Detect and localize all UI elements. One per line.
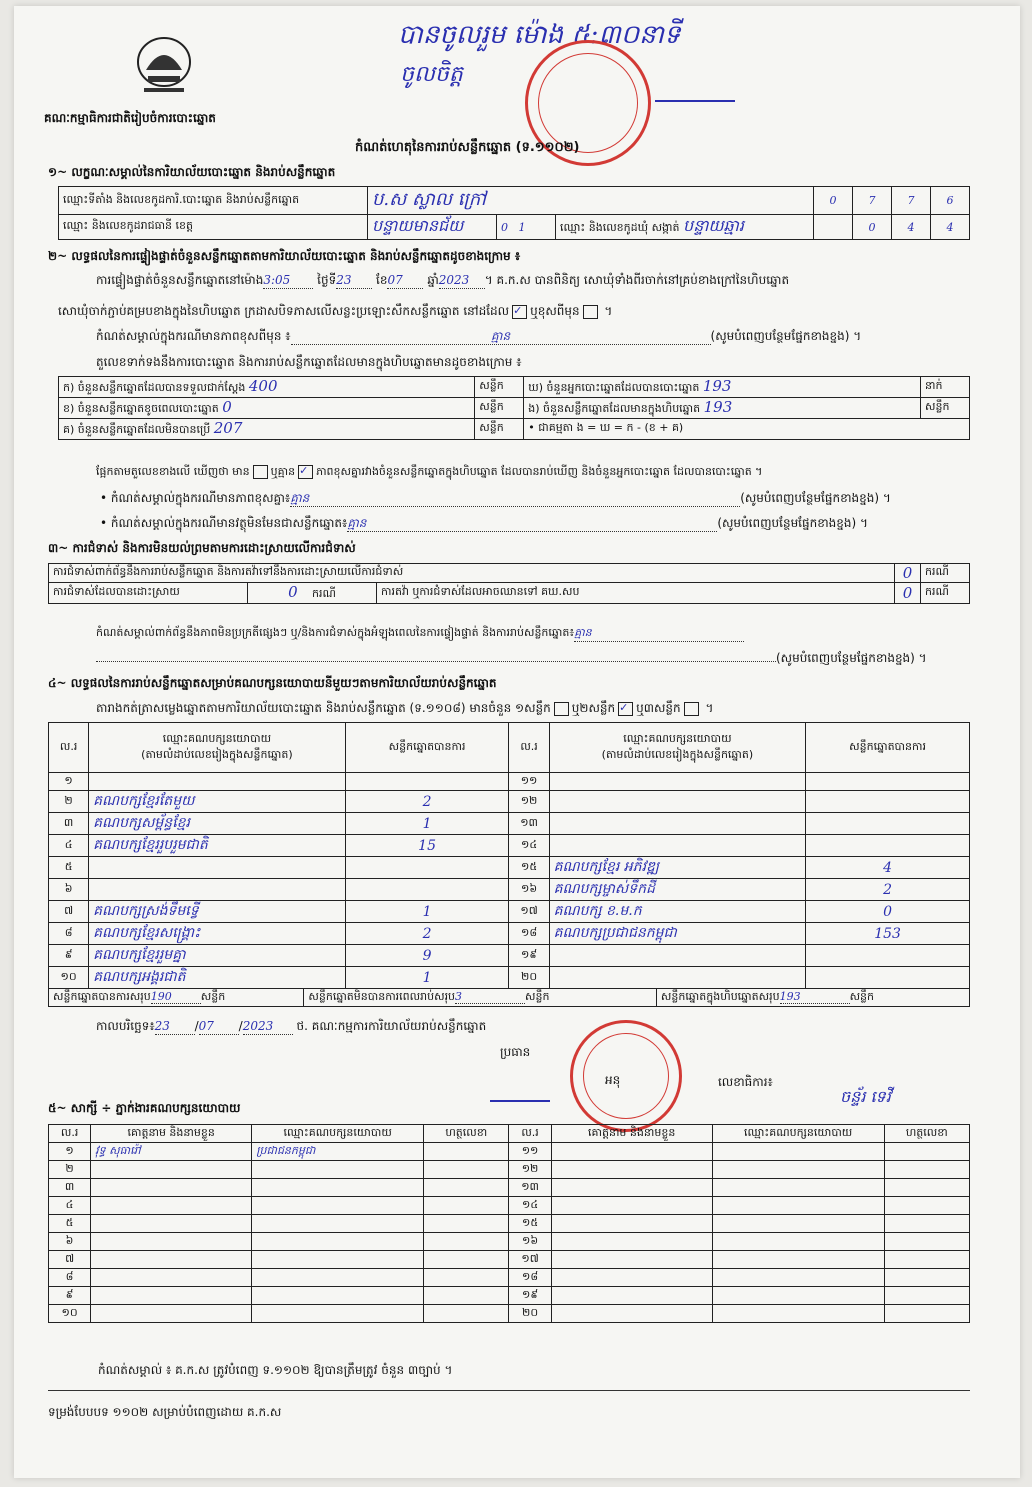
witness-row [49, 1161, 970, 1179]
witness-party [712, 1233, 884, 1251]
witness-name: វុទ្ធ សុធារ៉ៅ [91, 1143, 252, 1161]
witness-name [551, 1143, 712, 1161]
party-votes: 2 [345, 923, 509, 945]
party-name: គណបក្សខ្មែរតែមួយ [89, 791, 346, 813]
verification-line: ការផ្ទៀងផ្ទាត់ចំនួនសន្លឹកឆ្នោតនៅម៉ោង3:05 ថ្ងៃទី23 ខែ07 ឆ្នាំ2023 ។ គ.ក.ស បានពិនិត្យ សោឃុំទាំងពីរចាក់នៅគ្រប់ខាងក្រៅនៃហិបឆ្នោត [96, 273, 790, 287]
handwritten-arrival-note: បានចូលរួម ម៉ោង ៥:៣០នាទី [398, 20, 681, 50]
party-votes: 2 [345, 791, 509, 813]
witness-name [91, 1215, 252, 1233]
province-label: ឈ្មោះ និងលេខកូដរាជធានី ខេត្ត [59, 215, 368, 240]
witness-party [252, 1161, 424, 1179]
party-name: គណបក្សខ្មែរសង្គ្រោះ [89, 923, 346, 945]
party-name: គណបក្ស ខ.ម.ក [549, 901, 806, 923]
different-checkbox[interactable] [583, 305, 598, 319]
location-code-4: 6 [931, 187, 970, 215]
bullet-discrepancy: • កំណត់សម្គាល់ក្នុងករណីមានភាពខុសគ្នា៖គ្មាន (សូមបំពេញបន្ថែមផ្នែកខាងខ្នង) ។ [100, 491, 891, 505]
party-votes [806, 945, 970, 967]
commission-logo [134, 30, 194, 100]
row-number: ៨ [49, 923, 89, 945]
witness-party [712, 1179, 884, 1197]
signature-top [655, 80, 735, 102]
party-name: គណបក្សម្ចាស់ទឹកដី [549, 879, 806, 901]
province-code: 0 1 [497, 215, 556, 240]
unused-label: គ) ចំនួនសន្លឹកឆ្នោតដែលមិនបានប្រើ 207 [59, 419, 475, 440]
handwritten-note-2: ចូលចិត្ត [400, 62, 463, 87]
row-number: ១១ [509, 773, 549, 791]
invalid-total: សន្លឹកឆ្នោតមិនបានការពេលរាប់សរុប3 សន្លឹក [304, 989, 656, 1007]
location-code-2: 7 [853, 187, 892, 215]
witness-name [551, 1233, 712, 1251]
row-number: ៤ [49, 1197, 91, 1215]
row-number: ៦ [49, 1233, 91, 1251]
org-name: គណៈកម្មាធិការជាតិរៀបចំការបោះឆ្នោត [44, 111, 216, 125]
resolved-count: 0 ករណី [248, 583, 377, 604]
witness-party [712, 1161, 884, 1179]
bullet-foreign-object: • កំណត់សម្គាល់ក្នុងករណីមានវត្ថុមិនមែនជាសន្លឹកឆ្នោត៖គ្មាន (សូមបំពេញបន្ថែមផ្នែកខាងខ្នង) ។ [100, 516, 868, 530]
form-footer: ទម្រង់បែបបទ ១១០២ សម្រាប់បំពេញដោយ គ.ក.ស [48, 1405, 282, 1419]
witness-party [712, 1305, 884, 1323]
formula-note: • ជាគម្មតា ង = ឃ = ក - (ខ + គ) [524, 419, 970, 440]
chair-signature [490, 1070, 550, 1102]
irregularities-fill: (សូមបំពេញបន្ថែមផ្នែកខាងខ្នង) ។ [96, 650, 927, 666]
party-name: គណបក្សប្រជាជនកម្ពុជា [549, 923, 806, 945]
vote-row [49, 945, 970, 967]
witness-signature [884, 1215, 969, 1233]
province-value: បន្ទាយមានជ័យ [368, 215, 497, 240]
witness-row [49, 1305, 970, 1323]
two-sheets-checkbox[interactable]: ✓ [618, 702, 633, 716]
totals-row [48, 988, 970, 1007]
party-name: គណបក្សសម្ព័ន្ធខ្មែរ [89, 813, 346, 835]
location-label: ឈ្មោះទីតាំង និងលេខកូដការិ.បោះឆ្នោត និងរាប់សន្លឹកឆ្នោត [59, 187, 368, 215]
row-number: ២ [49, 791, 89, 813]
witness-party [252, 1215, 424, 1233]
witness-party [252, 1197, 424, 1215]
row-number: ១៨ [509, 923, 549, 945]
commune-code-2: 4 [892, 215, 931, 240]
row-number: ៩ [49, 1287, 91, 1305]
party-name: គណបក្សខ្មែរ អភិវឌ្ឍ [549, 857, 806, 879]
same-checkbox[interactable]: ✓ [512, 305, 527, 319]
party-name [549, 835, 806, 857]
location-code-3: 7 [892, 187, 931, 215]
row-number: ៧ [49, 1251, 91, 1269]
row-number: ១៣ [509, 813, 549, 835]
party-votes: 1 [345, 967, 509, 989]
row-number: ១៧ [509, 1251, 551, 1269]
row-number: ១៦ [509, 879, 549, 901]
witness-signature [884, 1269, 969, 1287]
party-votes: 1 [345, 901, 509, 923]
secretary-label: លេខាធិការ៖ [718, 1075, 773, 1089]
row-number: ១៣ [509, 1179, 551, 1197]
witness-party [712, 1269, 884, 1287]
witness-party [252, 1251, 424, 1269]
location-code-1: 0 [814, 187, 853, 215]
witness-party [252, 1179, 424, 1197]
row-number: ៨ [49, 1269, 91, 1287]
row-number: ១៩ [509, 1287, 551, 1305]
witness-signature [884, 1197, 969, 1215]
witness-row [49, 1197, 970, 1215]
witness-signature [424, 1197, 509, 1215]
witness-party [252, 1305, 424, 1323]
witness-name [91, 1251, 252, 1269]
row-number: ១០ [49, 1305, 91, 1323]
witness-signature [424, 1305, 509, 1323]
witness-signature [884, 1179, 969, 1197]
party-name: គណបក្សខ្មែររួបរួមជាតិ [89, 835, 346, 857]
witness-signature [884, 1287, 969, 1305]
party-name [89, 773, 346, 791]
witness-signature [884, 1161, 969, 1179]
witness-signature [424, 1161, 509, 1179]
witness-signature [884, 1251, 969, 1269]
valid-total: សន្លឹកឆ្នោតបានការសរុប190 សន្លឹក [49, 989, 304, 1007]
party-votes: 0 [806, 901, 970, 923]
party-votes [806, 773, 970, 791]
party-name: គណបក្សស្រង់ទឹមទ្វើ [89, 901, 346, 923]
signing-date: កាលបរិច្ឆេទ៖23 /07 /2023 ថ. គណៈកម្មការការិយាល័យរាប់សន្លឹកឆ្នោត [96, 1019, 487, 1033]
witness-name [91, 1179, 252, 1197]
row-number: ២០ [509, 1305, 551, 1323]
party-name [549, 773, 806, 791]
one-sheet-checkbox[interactable] [554, 702, 569, 716]
section-4-heading: ៤~ លទ្ធផលនៃការរាប់សន្លឹកឆ្នោតសម្រាប់គណបក្សនយោបាយនីមួយៗតាមការិយាល័យរាប់សន្លឹកឆ្នោត [48, 676, 497, 690]
witness-name [551, 1215, 712, 1233]
spoiled-label: ខ) ចំនួនសន្លឹកឆ្នោតខូចពេលបោះឆ្នោត 0 [59, 398, 475, 419]
party-votes [345, 879, 509, 901]
witness-party [712, 1215, 884, 1233]
member-label: អនុ [605, 1073, 621, 1087]
witness-name [551, 1179, 712, 1197]
section-5-heading: ៥~ សាក្សី ÷ ភ្នាក់ងារគណបក្សនយោបាយ [48, 1101, 241, 1115]
vote-row [49, 923, 970, 945]
witness-party: ប្រជាជនកម្ពុជា [252, 1143, 424, 1161]
row-number: ៣ [49, 813, 89, 835]
party-votes [806, 967, 970, 989]
party-votes: 1 [345, 813, 509, 835]
witness-party [252, 1269, 424, 1287]
party-votes-table: ល.រ ឈ្មោះគណបក្សនយោបាយ (តាមលំដាប់លេខរៀងក្នុងសន្លឹកឆ្នោត) សន្លឹកឆ្នោតបានការ ល.រ ឈ្មោះគណបក្សនយោបាយ (តាមលំដាប់លេខរៀងក្នុងសន្លឹកឆ្នោត) សន្លឹកឆ្នោតបានការ ១ ១១ ២ គណបក្សខ្មែរតែមួយ 2 ១២ ៣ គណបក្សសម្ព័ន្ធខ្មែរ 1 ១៣ ៤ គណបក្សខ្មែររួបរួមជាតិ 15 ១៤ ៥ ១៥ គណបក្សខ្មែរ អភិវឌ្ឍ 4 ៦ ១៦ គណបក្សម្ចាស់ទឹកដី 2 ៧ គណបក្សស្រង់ទឹមទ្វើ 1 ១៧ គណបក្ស ខ.ម.ក 0 ៨ គណបក្សខ្មែរសង្គ្រោះ 2 ១៨ គណបក្សប្រជាជនកម្ពុជា 153 ៩ គណបក្សខ្មែររួមគ្នា 9 ១៩ ១០ គណបក្សអង្គរជាតិ 1 ២០ [48, 722, 970, 989]
witness-name [91, 1287, 252, 1305]
vote-row [49, 791, 970, 813]
party-votes: 4 [806, 857, 970, 879]
row-number: ១៥ [509, 1215, 551, 1233]
party-name: គណបក្សខ្មែររួមគ្នា [89, 945, 346, 967]
row-number: ១៩ [509, 945, 549, 967]
witness-row [49, 1215, 970, 1233]
witness-party [712, 1251, 884, 1269]
witness-name [91, 1197, 252, 1215]
witness-row [49, 1251, 970, 1269]
form-title: កំណត់ហេតុនៃការរាប់សន្លឹកឆ្នោត (ទ.១១០២) [355, 140, 580, 155]
row-number: ២០ [509, 967, 549, 989]
section-1-heading: ១~ លក្ខណៈសម្គាល់នៃការិយាល័យបោះឆ្នោត និងរាប់សន្លឹកឆ្នោត [48, 165, 336, 179]
row-number: ១ [49, 1143, 91, 1161]
witness-name [91, 1269, 252, 1287]
party-name [549, 791, 806, 813]
witness-party [252, 1233, 424, 1251]
footer-divider [48, 1390, 970, 1391]
voters-label: ឃ) ចំនួនអ្នកបោះឆ្នោតដែលបានបោះឆ្នោត 193 [524, 377, 921, 398]
witness-party [712, 1287, 884, 1305]
row-number: ១ [49, 773, 89, 791]
witness-signature [424, 1251, 509, 1269]
commune-label: ឈ្មោះ និងលេខកូដឃុំ សង្កាត់ បន្ទាយឆ្មារ [556, 215, 814, 240]
vote-row [49, 967, 970, 989]
irregularities-note: កំណត់សម្គាល់ពាក់ព័ន្ធនឹងភាពមិនប្រក្រតីផ្សេងៗ ឬ/និងការជំទាស់ក្នុងអំឡុងពេលនៃការផ្ទៀងផ្ទាត់ និងការរាប់សន្លឹកឆ្នោត៖គ្មាន [96, 625, 744, 642]
witness-party [712, 1197, 884, 1215]
party-name [89, 857, 346, 879]
witness-name [551, 1287, 712, 1305]
witness-signature [424, 1269, 509, 1287]
official-stamp-bottom [570, 1020, 682, 1132]
row-number: ១២ [509, 1161, 551, 1179]
discrepancy-line: ផ្អែកតាមតួលេខខាងលើ ឃើញថា មាន ឬគ្មាន ✓ ភាពខុសគ្នារវាងចំនួនសន្លឹកឆ្នោតក្នុងហិបឆ្នោត ដែលបានរាប់ឃើញ និងចំនួនអ្នកបោះឆ្នោត ដែលបានបោះឆ្នោត ។ [96, 464, 763, 478]
party-votes [345, 773, 509, 791]
party-votes: 15 [345, 835, 509, 857]
secretary-name: ចន្ទ័រ ទេវី [840, 1087, 891, 1106]
witness-name [91, 1233, 252, 1251]
seal-status-line: សោឃុំចាក់ភ្ជាប់គម្របខាងក្នុងនៃហិបឆ្នោត ក្រដាសបិទភាសលើសន្លះប្រឡោះសឹកសន្លឹកឆ្នោត នៅដដែល ✓ ឬខុសពីមុន ។ [58, 303, 613, 318]
witness-name [91, 1305, 252, 1323]
witness-row [49, 1143, 970, 1161]
row-number: ៣ [49, 1179, 91, 1197]
row-number: ១៧ [509, 901, 549, 923]
vote-row [49, 813, 970, 835]
witness-signature [424, 1233, 509, 1251]
row-number: ១១ [509, 1143, 551, 1161]
section-1-table [58, 186, 970, 240]
party-name: គណបក្សអង្គរជាតិ [89, 967, 346, 989]
party-votes [806, 813, 970, 835]
vote-row [49, 901, 970, 923]
vote-row [49, 835, 970, 857]
row-number: ១២ [509, 791, 549, 813]
section-3-heading: ៣~ ការជំទាស់ និងការមិនយល់ព្រមតាមការដោះស្រាយលើការជំទាស់ [48, 541, 356, 555]
witness-signature [424, 1287, 509, 1305]
tally-sheets-line: តារាងកត់ត្រាសម្លេងឆ្នោតតាមការិយាល័យបោះឆ្នោត និងរាប់សន្លឹកឆ្នោត (ទ.១១០៨) មានចំនួន ១សន្លឹក ឬ២សន្លឹក ✓ ឬ៣សន្លឹក ។ [96, 700, 714, 715]
party-votes: 9 [345, 945, 509, 967]
row-number: ៧ [49, 901, 89, 923]
witness-name [551, 1269, 712, 1287]
location-value: ប.ស ស្លាល ក្រៅ [368, 187, 814, 215]
witness-signature [884, 1233, 969, 1251]
witness-party [712, 1143, 884, 1161]
row-number: ១៥ [509, 857, 549, 879]
party-name [549, 813, 806, 835]
witness-table: ល.រ គោត្តនាម និងនាមខ្លួន ឈ្មោះគណបក្សនយោបាយ ហត្ថលេខា ល.រ គោត្តនាម និងនាមខ្លួន ឈ្មោះគណបក្សនយោបាយ ហត្ថលេខា ១ វុទ្ធ សុធារ៉ៅ ប្រជាជនកម្ពុជា ១១ ២ ១២ ៣ ១៣ ៤ ១៤ ៥ ១៥ ៦ ១៦ ៧ ១៧ ៨ ១៨ ៩ ១៩ ១០ ២០ [48, 1124, 970, 1323]
witness-row [49, 1179, 970, 1197]
commune-code-3: 4 [931, 215, 970, 240]
row-number: ៩ [49, 945, 89, 967]
row-number: ១៨ [509, 1269, 551, 1287]
witness-name [551, 1197, 712, 1215]
row-number: ១៤ [509, 835, 549, 857]
difference-note: កំណត់សម្គាល់ក្នុងករណីមានភាពខុសពីមុន ៖ គ្មាន (សូមបំពេញបន្ថែមផ្នែកខាងខ្នង) ។ [96, 329, 862, 343]
three-sheets-checkbox[interactable] [684, 702, 699, 716]
witness-name [551, 1251, 712, 1269]
in-box-label: ង) ចំនួនសន្លឹកឆ្នោតដែលមានក្នុងហិបឆ្នោត 193 [524, 398, 921, 419]
party-votes [345, 857, 509, 879]
complaints-table: ការជំទាស់ពាក់ព័ន្ធនឹងការរាប់សន្លឹកឆ្នោត និងការតវ៉ាទៅនឹងការដោះស្រាយលើការជំទាស់ 0 ករណី ការជំទាស់ដែលបានដោះស្រាយ 0 ករណី ការតវ៉ា ឬការជំទាស់ដែលអាចឈានទៅ គឃ.សប 0 ករណី [48, 563, 970, 604]
chair-label: ប្រធាន [500, 1045, 531, 1059]
party-name [549, 945, 806, 967]
row-number: ៥ [49, 1215, 91, 1233]
figures-intro: តួលេខទាក់ទងនឹងការបោះឆ្នោត និងការរាប់សន្លឹកឆ្នោតដែលមានក្នុងហិបឆ្នោតមានដូចខាងក្រោម ៖ [96, 355, 522, 369]
party-name [549, 967, 806, 989]
received-label: ក) ចំនួនសន្លឹកឆ្នោតដែលបានទទួលជាក់ស្តែង 400 [59, 377, 475, 398]
witness-row [49, 1233, 970, 1251]
vote-row [49, 773, 970, 791]
discrepancy-yes-checkbox[interactable] [253, 465, 268, 479]
footnote: កំណត់សម្គាល់ ៖ គ.ក.ស ត្រូវបំពេញ ទ.១១០២ ឱ្យបានត្រឹមត្រូវ ចំនួន ៣ច្បាប់ ។ [98, 1363, 453, 1377]
witness-name [91, 1161, 252, 1179]
witness-signature [884, 1305, 969, 1323]
witness-name [551, 1161, 712, 1179]
discrepancy-no-checkbox[interactable]: ✓ [298, 465, 313, 479]
party-votes: 153 [806, 923, 970, 945]
row-number: ១០ [49, 967, 89, 989]
row-number: ២ [49, 1161, 91, 1179]
party-votes [806, 791, 970, 813]
commune-code-1: 0 [853, 215, 892, 240]
ballot-counts-table: ក) ចំនួនសន្លឹកឆ្នោតដែលបានទទួលជាក់ស្តែង 400 សន្លឹក ឃ) ចំនួនអ្នកបោះឆ្នោតដែលបានបោះឆ្នោត 193 នាក់ ខ) ចំនួនសន្លឹកឆ្នោតខូចពេលបោះឆ្នោត 0 សន្លឹក ង) ចំនួនសន្លឹកឆ្នោតដែលមានក្នុងហិបឆ្នោត 193 សន្លឹក គ) ចំនួនសន្លឹកឆ្នោតដែលមិនបានប្រើ 207 សន្លឹក • ជាគម្មតា ង = ឃ = ក - (ខ + គ) [58, 376, 970, 440]
complaints-count: 0 [895, 564, 921, 583]
witness-name [551, 1305, 712, 1323]
row-number: ៥ [49, 857, 89, 879]
witness-signature [424, 1143, 509, 1161]
row-number: ៤ [49, 835, 89, 857]
party-votes: 2 [806, 879, 970, 901]
witness-signature [424, 1215, 509, 1233]
witness-row [49, 1269, 970, 1287]
witness-row [49, 1287, 970, 1305]
row-number: ១៦ [509, 1233, 551, 1251]
escalated-count: 0 [895, 583, 921, 604]
witness-signature [424, 1179, 509, 1197]
witness-party [252, 1287, 424, 1305]
section-2-heading: ២~ លទ្ធផលនៃការផ្ទៀងផ្ទាត់ចំនួនសន្លឹកឆ្នោតតាមការិយាល័យបោះឆ្នោត និងរាប់សន្លឹកឆ្នោតដូចខាងក្រោម ៖ [48, 249, 521, 263]
box-total: សន្លឹកឆ្នោតក្នុងហិបឆ្នោតសរុប193 សន្លឹក [656, 989, 969, 1007]
vote-row [49, 879, 970, 901]
party-name [89, 879, 346, 901]
party-votes [806, 835, 970, 857]
vote-row [49, 857, 970, 879]
row-number: ៦ [49, 879, 89, 901]
row-number: ១៤ [509, 1197, 551, 1215]
witness-signature [884, 1143, 969, 1161]
